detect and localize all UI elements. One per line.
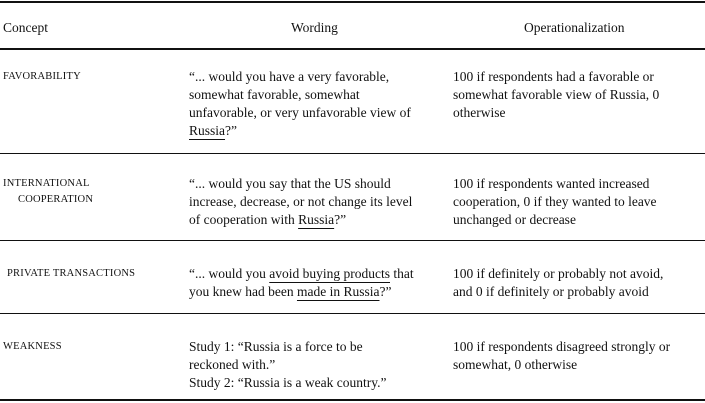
underlined-term: avoid buying products — [269, 266, 390, 281]
operationalization-line: 100 if definitely or probably not avoid, — [453, 266, 664, 281]
concept-international-cooperation — [3, 176, 93, 208]
row-divider — [0, 240, 705, 241]
concept-label: WEAKNESS — [3, 341, 62, 352]
wording-text: that — [390, 266, 414, 281]
wording-line: Study 2: “Russia is a weak country.” — [189, 375, 387, 390]
operationalization-weakness — [453, 338, 703, 374]
bottom-rule — [0, 399, 705, 401]
wording-line: reckoned with.” — [189, 357, 276, 372]
wording-line: increase, decrease, or not change its level — [189, 194, 413, 209]
operationalization-line: and 0 if definitely or probably avoid — [453, 284, 649, 299]
operationalization-line: otherwise — [453, 105, 506, 120]
header-rule — [0, 48, 705, 50]
header-operationalization: Operationalization — [524, 20, 625, 35]
operationalization-private-transactions — [453, 265, 703, 301]
wording-text: ?” — [379, 284, 392, 299]
wording-line: “... would you have a very favorable, — [189, 69, 390, 84]
wording-text: ?” — [225, 123, 237, 138]
concept-label: INTERNATIONAL — [3, 178, 90, 189]
concept-favorability — [3, 69, 81, 85]
wording-line: unfavorable, or very unfavorable view of — [189, 105, 411, 120]
operationalization-line: 100 if respondents had a favorable or — [453, 69, 654, 84]
wording-international-cooperation — [189, 175, 444, 229]
wording-line: somewhat favorable, somewhat — [189, 87, 360, 102]
concept-label: PRIVATE TRANSACTIONS — [7, 268, 136, 279]
wording-weakness — [189, 338, 444, 392]
operationalization-line: 100 if respondents wanted increased — [453, 176, 650, 191]
concept-label: COOPERATION — [18, 194, 94, 205]
header-wording: Wording — [291, 20, 338, 35]
row-divider — [0, 153, 705, 154]
operationalization-line: unchanged or decrease — [453, 212, 576, 227]
operationalization-line: 100 if respondents disagreed strongly or — [453, 339, 671, 354]
concept-private-transactions — [7, 266, 135, 282]
wording-line: Study 1: “Russia is a force to be — [189, 339, 363, 354]
wording-text: ?” — [334, 212, 347, 227]
wording-private-transactions — [189, 265, 444, 301]
concept-label: FAVORABILITY — [3, 71, 81, 82]
operationalization-line: cooperation, 0 if they wanted to leave — [453, 194, 657, 209]
wording-text: of cooperation with — [189, 212, 299, 227]
underlined-term: Russia — [298, 212, 335, 227]
operationalization-line: somewhat favorable view of Russia, 0 — [453, 87, 660, 102]
operationalization-line: somewhat, 0 otherwise — [453, 357, 578, 372]
concept-weakness — [3, 339, 62, 355]
underlined-term: made in Russia — [296, 284, 380, 299]
wording-line — [189, 283, 444, 301]
header-concept: Concept — [3, 20, 48, 35]
wording-line — [189, 122, 444, 140]
wording-text: you knew had been — [189, 284, 297, 299]
wording-line: “... would you say that the US should — [189, 176, 391, 191]
wording-favorability — [189, 68, 444, 140]
wording-line — [189, 265, 444, 283]
operationalization-favorability — [453, 68, 703, 122]
wording-text: “... would you — [189, 266, 270, 281]
wording-line — [189, 211, 444, 229]
top-rule — [0, 1, 705, 3]
underlined-term: Russia — [189, 123, 226, 138]
operationalization-international-cooperation — [453, 175, 703, 229]
row-divider — [0, 313, 705, 314]
